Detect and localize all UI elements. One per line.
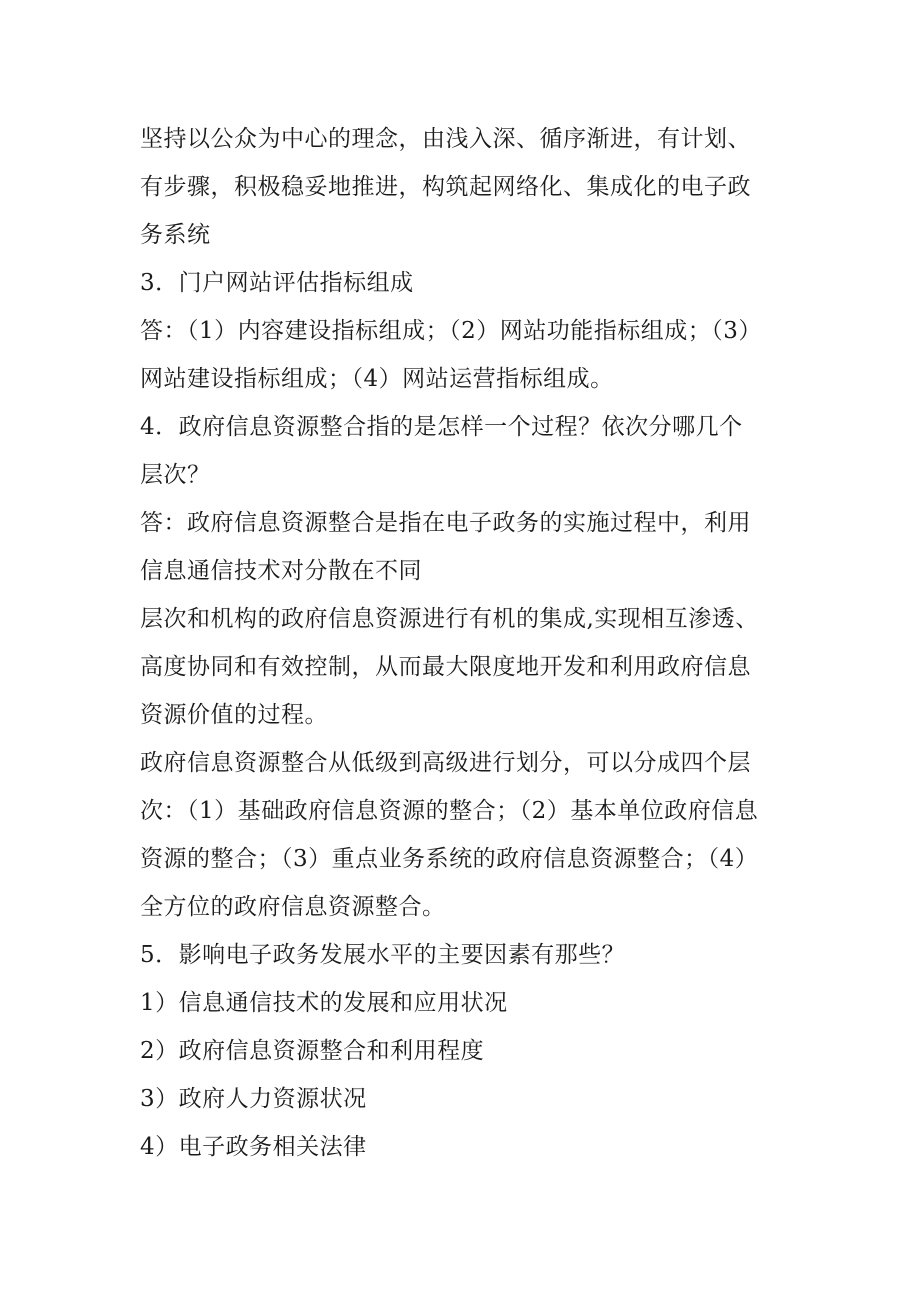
list-item-4: 4）电子政务相关法律 [140,1134,367,1160]
document-body [140,115,820,1171]
section-heading-4-line-1: 4．政府信息资源整合指的是怎样一个过程？依次分哪几个 [140,414,743,440]
list-item-1: 1）信息通信技术的发展和应用状况 [140,990,508,1016]
text-line-1: 坚持以公众为中心的理念，由浅入深、循序渐进，有计划、 [140,126,751,152]
list-item-2: 2）政府信息资源整合和利用程度 [140,1038,485,1064]
answer-4-line-5: 资源价值的过程。 [140,702,328,728]
answer-4-line-9: 全方位的政府信息资源整合。 [140,894,446,920]
answer-4-line-4: 高度协同和有效控制，从而最大限度地开发和利用政府信息 [140,654,751,680]
section-heading-3: 3．门户网站评估指标组成 [140,270,414,296]
answer-4-line-8: 资源的整合；（3）重点业务系统的政府信息资源整合；（4） [140,846,759,872]
list-item-3: 3）政府人力资源状况 [140,1086,367,1112]
section-heading-5: 5．影响电子政务发展水平的主要因素有那些？ [140,942,626,968]
text-line-3: 务系统 [140,222,211,248]
answer-4-line-7: 次：（1）基础政府信息资源的整合；（2）基本单位政府信息 [140,798,759,824]
answer-4-line-1: 答：政府信息资源整合是指在电子政务的实施过程中，利用 [140,510,751,536]
answer-4-line-2: 信息通信技术对分散在不同 [140,558,422,584]
section-heading-4-line-2: 层次？ [140,462,211,488]
answer-4-line-3: 层次和机构的政府信息资源进行有机的集成,实现相互渗透、 [140,606,759,632]
answer-3-line-2: 网站建设指标组成；（4）网站运营指标组成。 [140,366,614,392]
answer-3-line-1: 答：（1）内容建设指标组成；（2）网站功能指标组成；（3） [140,318,762,344]
answer-4-line-6: 政府信息资源整合从低级到高级进行划分，可以分成四个层 [140,750,751,776]
text-line-2: 有步骤，积极稳妥地推进，构筑起网络化、集成化的电子政 [140,174,751,200]
